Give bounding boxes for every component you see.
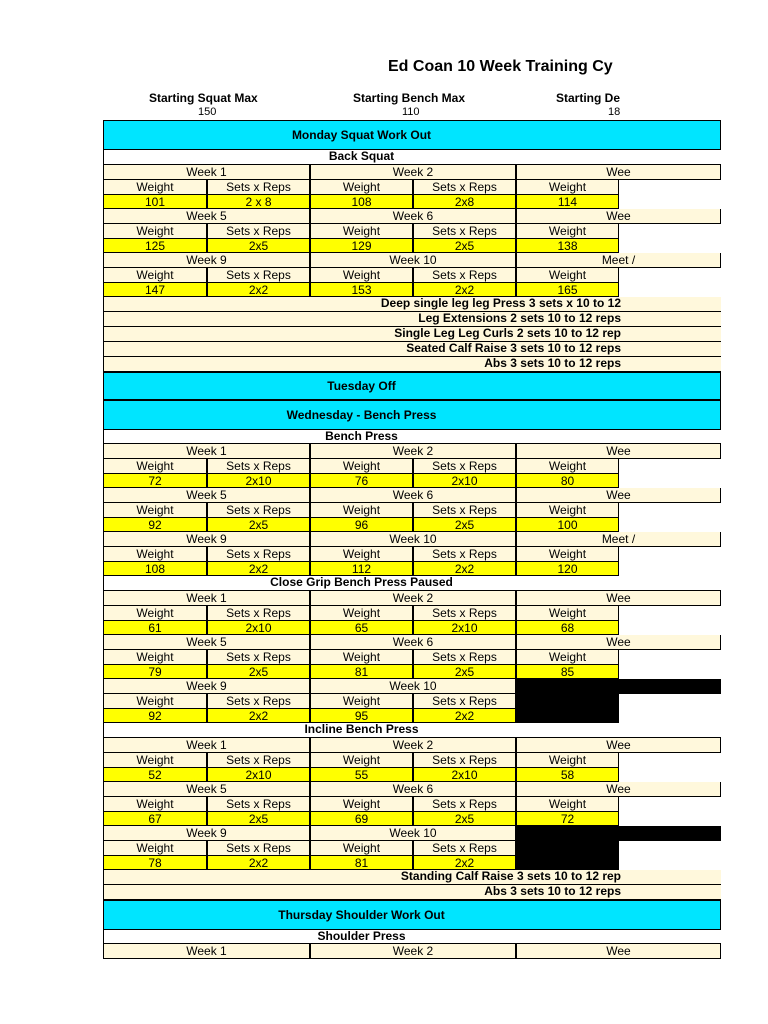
sets-reps-value: 2x5	[207, 518, 310, 532]
sets-reps-label: Sets x Reps	[207, 694, 310, 709]
weight-value: 68	[516, 621, 619, 635]
week-label: Week 5	[103, 488, 310, 503]
row-week	[103, 209, 721, 224]
row-cyan	[103, 120, 721, 150]
weight-label: Weight	[103, 797, 207, 812]
row-cyan	[103, 900, 721, 930]
row-cyan	[103, 372, 721, 400]
row-plain	[103, 150, 721, 165]
day-header: Monday Squat Work Out	[291, 128, 432, 142]
week-label: Wee	[516, 944, 721, 959]
weight-value: 129	[310, 239, 413, 253]
row-value	[103, 665, 721, 679]
row-plain	[103, 930, 721, 944]
row-label	[103, 694, 721, 709]
row-week	[103, 679, 721, 694]
weight-label: Weight	[103, 753, 207, 768]
day-header: Thursday Shoulder Work Out	[278, 908, 445, 922]
weight-value: 112	[310, 562, 413, 576]
week-label: Week 2	[310, 944, 516, 959]
row-week	[103, 165, 721, 180]
row-label	[103, 841, 721, 856]
week-label: Week 9	[103, 679, 310, 694]
weight-value: 81	[310, 856, 413, 870]
sets-reps-label: Sets x Reps	[413, 694, 516, 709]
row-value	[103, 768, 721, 782]
sets-reps-label: Sets x Reps	[413, 650, 516, 665]
sets-reps-label: Sets x Reps	[207, 650, 310, 665]
sets-reps-label: Sets x Reps	[413, 753, 516, 768]
sets-reps-label: Sets x Reps	[207, 841, 310, 856]
row-value	[103, 562, 721, 576]
accessory-line: Single Leg Leg Curls 2 sets 10 to 12 rep	[394, 326, 621, 340]
sets-reps-value: 2x5	[413, 239, 516, 253]
weight-label: Weight	[310, 268, 413, 283]
weight-label: Weight	[103, 459, 207, 474]
week-label: Week 5	[103, 782, 310, 797]
week-label: Meet /	[516, 532, 721, 547]
sets-reps-label: Sets x Reps	[413, 268, 516, 283]
sets-reps-label: Sets x Reps	[207, 224, 310, 239]
row-label	[103, 224, 721, 239]
sets-reps-value: 2x2	[413, 709, 516, 723]
sets-reps-value: 2x10	[413, 768, 516, 782]
row-cream	[103, 327, 721, 342]
sets-reps-label: Sets x Reps	[413, 606, 516, 621]
weight-value: 67	[103, 812, 207, 826]
row-week	[103, 488, 721, 503]
week-label: Week 2	[310, 738, 516, 753]
weight-value: 120	[516, 562, 619, 576]
row-value	[103, 709, 721, 723]
weight-label: Weight	[103, 268, 207, 283]
weight-label: Weight	[310, 503, 413, 518]
deadlift-max-label: Starting De	[556, 91, 621, 105]
row-plain	[103, 576, 721, 591]
weight-label: Weight	[103, 841, 207, 856]
accessory-line: Abs 3 sets 10 to 12 reps	[484, 356, 621, 370]
week-label: Week 10	[310, 826, 516, 841]
sets-reps-value: 2x5	[207, 812, 310, 826]
row-value	[103, 195, 721, 209]
sets-reps-value: 2x5	[207, 665, 310, 679]
week-label: Week 2	[310, 165, 516, 180]
row-value	[103, 856, 721, 870]
weight-value: 55	[310, 768, 413, 782]
weight-value: 69	[310, 812, 413, 826]
sets-reps-value: 2x5	[413, 665, 516, 679]
accessory-line: Abs 3 sets 10 to 12 reps	[484, 884, 621, 898]
week-label: Week 6	[310, 209, 516, 224]
row-cream	[103, 885, 721, 900]
sets-reps-value: 2x2	[207, 709, 310, 723]
weight-label: Weight	[310, 650, 413, 665]
row-value	[103, 812, 721, 826]
sets-reps-value: 2x10	[413, 474, 516, 488]
weight-label: Weight	[310, 606, 413, 621]
week-label: Wee	[516, 209, 721, 224]
sets-reps-value: 2x2	[413, 562, 516, 576]
week-label: Week 1	[103, 165, 310, 180]
week-label: Week 1	[103, 944, 310, 959]
week-label: Week 6	[310, 488, 516, 503]
sets-reps-label: Sets x Reps	[207, 753, 310, 768]
sets-reps-value: 2x10	[413, 621, 516, 635]
row-week	[103, 532, 721, 547]
week-label: Week 10	[310, 532, 516, 547]
exercise-title: Back Squat	[328, 149, 395, 163]
row-week	[103, 738, 721, 753]
weight-value: 108	[310, 195, 413, 209]
weight-value: 81	[310, 665, 413, 679]
sets-reps-value: 2x2	[413, 856, 516, 870]
weight-label: Weight	[516, 268, 619, 283]
blackout-cell	[516, 856, 619, 870]
row-week	[103, 253, 721, 268]
weight-label: Weight	[516, 503, 619, 518]
squat-max-value: 150	[198, 106, 217, 118]
starting-max-header	[103, 91, 621, 119]
bench-max-value: 110	[402, 106, 420, 118]
weight-value: 92	[103, 709, 207, 723]
page-title: Ed Coan 10 Week Training Cy	[388, 58, 613, 75]
accessory-line: Leg Extensions 2 sets 10 to 12 reps	[418, 311, 621, 325]
row-cream	[103, 357, 721, 372]
row-cyan	[103, 400, 721, 430]
row-value	[103, 474, 721, 488]
sets-reps-label: Sets x Reps	[207, 797, 310, 812]
weight-label: Weight	[516, 797, 619, 812]
bench-max-label: Starting Bench Max	[353, 91, 466, 105]
weight-label: Weight	[310, 224, 413, 239]
sets-reps-value: 2x2	[207, 856, 310, 870]
week-label: Wee	[516, 782, 721, 797]
row-label	[103, 797, 721, 812]
week-label: Week 9	[103, 826, 310, 841]
squat-max-label: Starting Squat Max	[149, 91, 258, 105]
weight-value: 76	[310, 474, 413, 488]
sets-reps-value: 2x5	[413, 812, 516, 826]
week-label: Wee	[516, 591, 721, 606]
sets-reps-value: 2 x 8	[207, 195, 310, 209]
week-label: Week 10	[310, 679, 516, 694]
weight-label: Weight	[103, 503, 207, 518]
row-value	[103, 283, 721, 297]
row-week	[103, 826, 721, 841]
day-header: Tuesday Off	[327, 379, 396, 393]
deadlift-max-value: 18	[608, 106, 621, 118]
blackout-cell	[516, 826, 721, 841]
sets-reps-value: 2x10	[207, 621, 310, 635]
row-cream	[103, 342, 721, 357]
sets-reps-value: 2x2	[207, 562, 310, 576]
sets-reps-label: Sets x Reps	[413, 547, 516, 562]
weight-label: Weight	[516, 606, 619, 621]
sets-reps-value: 2x10	[207, 768, 310, 782]
week-label: Wee	[516, 488, 721, 503]
weight-value: 79	[103, 665, 207, 679]
row-value	[103, 239, 721, 253]
weight-label: Weight	[103, 180, 207, 195]
weight-label: Weight	[310, 753, 413, 768]
weight-value: 114	[516, 195, 619, 209]
weight-label: Weight	[310, 797, 413, 812]
weight-label: Weight	[310, 694, 413, 709]
exercise-title: Shoulder Press	[317, 929, 406, 943]
row-label	[103, 606, 721, 621]
weight-label: Weight	[516, 753, 619, 768]
week-label: Week 9	[103, 253, 310, 268]
week-label: Wee	[516, 165, 721, 180]
week-label: Week 9	[103, 532, 310, 547]
week-label: Week 1	[103, 738, 310, 753]
accessory-line: Deep single leg leg Press 3 sets x 10 to 12	[380, 296, 621, 310]
week-label: Week 6	[310, 635, 516, 650]
weight-label: Weight	[310, 841, 413, 856]
exercise-title: Bench Press	[325, 429, 398, 443]
sets-reps-label: Sets x Reps	[207, 547, 310, 562]
row-label	[103, 753, 721, 768]
row-label	[103, 459, 721, 474]
row-week	[103, 444, 721, 459]
sets-reps-label: Sets x Reps	[413, 459, 516, 474]
row-label	[103, 650, 721, 665]
weight-label: Weight	[103, 547, 207, 562]
exercise-title: Incline Bench Press	[304, 722, 419, 736]
weight-value: 96	[310, 518, 413, 532]
week-label: Week 2	[310, 591, 516, 606]
week-label: Wee	[516, 444, 721, 459]
weight-label: Weight	[310, 180, 413, 195]
week-label: Week 1	[103, 591, 310, 606]
weight-value: 78	[103, 856, 207, 870]
sets-reps-label: Sets x Reps	[207, 180, 310, 195]
week-label: Wee	[516, 635, 721, 650]
weight-label: Weight	[310, 547, 413, 562]
sets-reps-label: Sets x Reps	[207, 606, 310, 621]
training-sheet	[103, 120, 636, 962]
weight-value: 80	[516, 474, 619, 488]
weight-value: 138	[516, 239, 619, 253]
row-value	[103, 621, 721, 635]
weight-value: 165	[516, 283, 619, 297]
day-header: Wednesday - Bench Press	[286, 408, 437, 422]
blackout-cell	[516, 841, 619, 856]
weight-value: 100	[516, 518, 619, 532]
weight-label: Weight	[516, 650, 619, 665]
blackout-cell	[516, 679, 721, 694]
weight-label: Weight	[310, 459, 413, 474]
week-label: Wee	[516, 738, 721, 753]
row-plain	[103, 430, 721, 444]
row-week	[103, 635, 721, 650]
sets-reps-value: 2x10	[207, 474, 310, 488]
weight-value: 85	[516, 665, 619, 679]
sets-reps-value: 2x5	[207, 239, 310, 253]
week-label: Week 2	[310, 444, 516, 459]
sets-reps-label: Sets x Reps	[413, 841, 516, 856]
weight-label: Weight	[103, 606, 207, 621]
weight-value: 52	[103, 768, 207, 782]
week-label: Week 5	[103, 635, 310, 650]
week-label: Week 10	[310, 253, 516, 268]
weight-value: 95	[310, 709, 413, 723]
sets-reps-label: Sets x Reps	[413, 224, 516, 239]
row-week	[103, 591, 721, 606]
week-label: Week 1	[103, 444, 310, 459]
sets-reps-value: 2x8	[413, 195, 516, 209]
weight-label: Weight	[103, 224, 207, 239]
exercise-title: Close Grip Bench Press Paused	[270, 575, 453, 589]
sets-reps-label: Sets x Reps	[413, 503, 516, 518]
weight-value: 72	[516, 812, 619, 826]
weight-value: 153	[310, 283, 413, 297]
blackout-cell	[516, 694, 619, 709]
accessory-line: Standing Calf Raise 3 sets 10 to 12 rep	[400, 869, 621, 883]
weight-label: Weight	[516, 547, 619, 562]
weight-value: 101	[103, 195, 207, 209]
weight-value: 147	[103, 283, 207, 297]
sets-reps-label: Sets x Reps	[207, 268, 310, 283]
sets-reps-value: 2x2	[413, 283, 516, 297]
sets-reps-label: Sets x Reps	[207, 503, 310, 518]
weight-value: 65	[310, 621, 413, 635]
row-cream	[103, 312, 721, 327]
weight-value: 61	[103, 621, 207, 635]
weight-label: Weight	[516, 180, 619, 195]
row-cream	[103, 870, 721, 885]
row-plain	[103, 723, 721, 738]
weight-label: Weight	[516, 459, 619, 474]
row-week	[103, 944, 721, 959]
row-label	[103, 547, 721, 562]
weight-value: 108	[103, 562, 207, 576]
weight-label: Weight	[103, 650, 207, 665]
row-week	[103, 782, 721, 797]
week-label: Week 6	[310, 782, 516, 797]
weight-value: 125	[103, 239, 207, 253]
row-label	[103, 180, 721, 195]
sets-reps-label: Sets x Reps	[207, 459, 310, 474]
row-cream	[103, 297, 721, 312]
blackout-cell	[516, 709, 619, 723]
weight-label: Weight	[516, 224, 619, 239]
row-value	[103, 518, 721, 532]
sets-reps-label: Sets x Reps	[413, 797, 516, 812]
sets-reps-value: 2x2	[207, 283, 310, 297]
weight-label: Weight	[103, 694, 207, 709]
sets-reps-value: 2x5	[413, 518, 516, 532]
weight-value: 58	[516, 768, 619, 782]
weight-value: 72	[103, 474, 207, 488]
weight-value: 92	[103, 518, 207, 532]
sets-reps-label: Sets x Reps	[413, 180, 516, 195]
row-label	[103, 503, 721, 518]
row-label	[103, 268, 721, 283]
week-label: Meet /	[516, 253, 721, 268]
week-label: Week 5	[103, 209, 310, 224]
accessory-line: Seated Calf Raise 3 sets 10 to 12 reps	[406, 341, 621, 355]
